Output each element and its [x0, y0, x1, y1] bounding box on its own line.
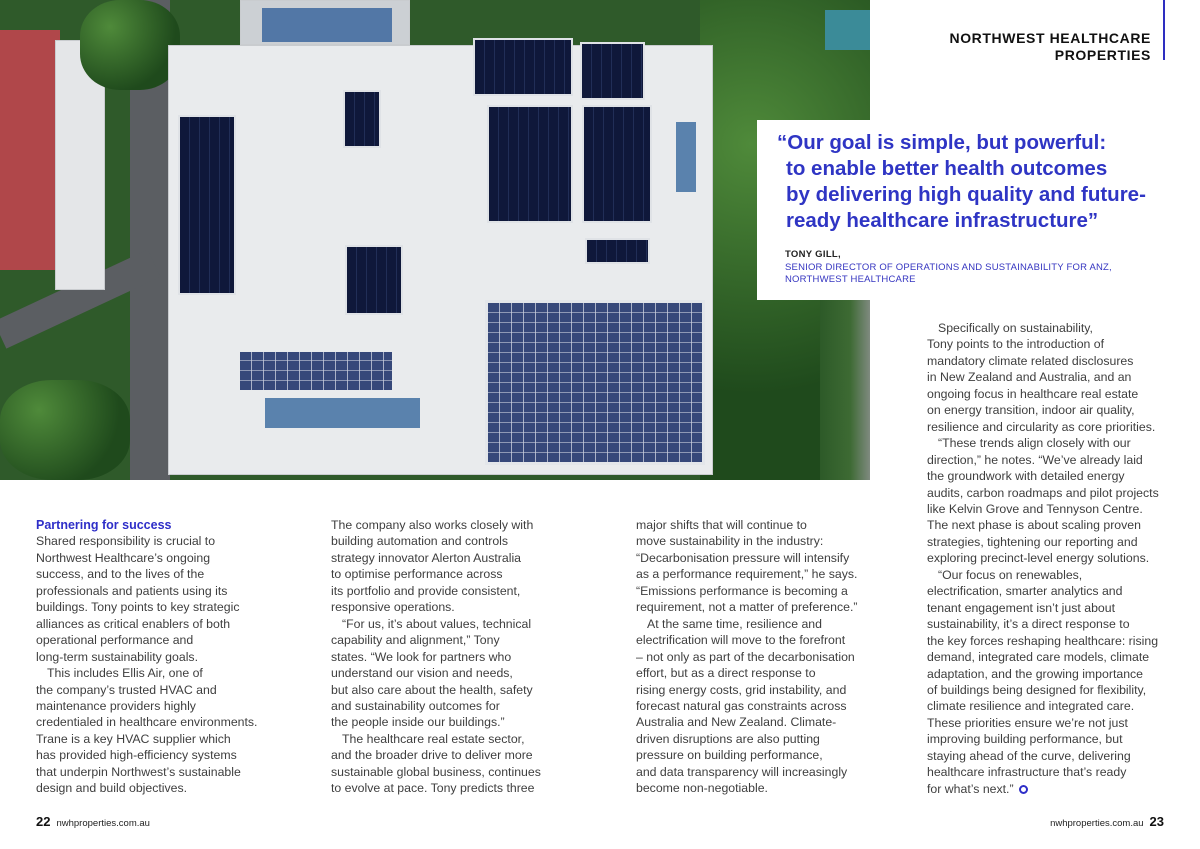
- text: to optimise performance across: [331, 567, 503, 582]
- body-text-line: [636, 714, 926, 730]
- body-text-line: [927, 682, 1200, 698]
- text: long-term sustainability goals.: [36, 649, 198, 664]
- body-text-line: [927, 353, 1200, 369]
- body-text-line: [636, 616, 926, 632]
- text: has provided high-efficiency systems: [36, 748, 237, 763]
- body-text-line: [636, 566, 926, 582]
- text: understand our vision and needs,: [331, 666, 513, 681]
- text: responsive operations.: [331, 600, 455, 615]
- body-text-line: [36, 714, 326, 730]
- body-text-line: [36, 698, 326, 714]
- footer-url[interactable]: nwhproperties.com.au: [56, 818, 150, 829]
- text: electrification will move to the forefront: [636, 633, 846, 648]
- body-text-line: [636, 747, 926, 763]
- text: Northwest Healthcare’s ongoing: [36, 550, 211, 565]
- footer-left: [36, 814, 150, 829]
- pull-quote-line: “Our goal is simple, but powerful:: [777, 131, 1107, 154]
- text: become non-negotiable.: [636, 781, 768, 796]
- page-number: 23: [1149, 814, 1164, 829]
- text: and sustainability outcomes for: [331, 698, 500, 713]
- body-text-line: [331, 583, 621, 599]
- body-text-line: [927, 567, 1200, 583]
- body-text-line: [636, 731, 926, 747]
- body-text-line: [331, 649, 621, 665]
- body-text-line: [927, 468, 1200, 484]
- body-text-line: [927, 649, 1200, 665]
- text: These priorities ensure we’re not just: [927, 715, 1128, 730]
- text: staying ahead of the curve, delivering: [927, 748, 1131, 763]
- pull-quote-line: by delivering high quality and future-: [786, 183, 1146, 206]
- text: of buildings being designed for flexibility,: [927, 682, 1147, 697]
- text: Shared responsibility is crucial to: [36, 534, 216, 549]
- body-text-line: [331, 682, 621, 698]
- pull-quote-line: ready healthcare infrastructure”: [786, 209, 1099, 232]
- text: – not only as part of the decarbonisation: [636, 649, 855, 664]
- text: professionals and patients using its: [36, 583, 228, 598]
- body-text-line: [927, 419, 1200, 435]
- text: capability and alignment,” Tony: [331, 633, 500, 648]
- body-text-line: [927, 781, 1200, 797]
- body-text-line: [36, 747, 326, 763]
- body-text-line: [927, 386, 1200, 402]
- text: to evolve at pace. Tony predicts three: [331, 781, 535, 796]
- body-text-line: [331, 566, 621, 582]
- body-text-line: [331, 698, 621, 714]
- article-column-3: [636, 517, 926, 797]
- body-text-line: [331, 599, 621, 615]
- body-text-line: [331, 780, 621, 796]
- text: sustainable global business, continues: [331, 764, 541, 779]
- publication-title-line2: PROPERTIES: [1054, 47, 1151, 63]
- text: strategy innovator Alerton Australia: [331, 550, 522, 565]
- body-text-line: [36, 780, 326, 796]
- publication-title: [949, 30, 1151, 64]
- article-column-2: [331, 517, 621, 797]
- body-text-line: [927, 616, 1200, 632]
- body-text-line: [636, 682, 926, 698]
- body-text-line: [927, 402, 1200, 418]
- body-text-line: [927, 485, 1200, 501]
- text: its portfolio and provide consistent,: [331, 583, 521, 598]
- body-text-line: [331, 632, 621, 648]
- article-column-4: [927, 320, 1200, 797]
- body-text-line: [331, 533, 621, 549]
- section-heading: Partnering for success: [36, 518, 172, 532]
- text: operational performance and: [36, 633, 194, 648]
- text: Specifically on sustainability,: [938, 321, 1093, 335]
- text: that underpin Northwest’s sustainable: [36, 764, 241, 779]
- text: The next phase is about scaling proven: [927, 518, 1141, 533]
- text: move sustainability in the industry:: [636, 534, 824, 549]
- text: audits, carbon roadmaps and pilot projects: [927, 485, 1159, 500]
- body-text-line: [927, 731, 1200, 747]
- body-text-line: [36, 649, 326, 665]
- text: forecast natural gas constraints across: [636, 698, 847, 713]
- text: improving building performance, but: [927, 732, 1123, 747]
- text: adaptation, and the growing importance: [927, 666, 1144, 681]
- body-text-line: [927, 435, 1200, 451]
- text: in New Zealand and Australia, and an: [927, 370, 1132, 385]
- text: and the broader drive to deliver more: [331, 748, 533, 763]
- text: building automation and controls: [331, 534, 509, 549]
- body-text-line: [36, 665, 326, 681]
- text: buildings. Tony points to key strategic: [36, 600, 240, 615]
- text: rising energy costs, grid instability, and: [636, 682, 847, 697]
- role-line: NORTHWEST HEALTHCARE: [785, 274, 916, 285]
- pull-quote-line: to enable better health outcomes: [786, 157, 1108, 180]
- body-text-line: [331, 731, 621, 747]
- body-text-line: [927, 666, 1200, 682]
- photo-edge-foliage: [820, 300, 870, 480]
- text: Australia and New Zealand. Climate-: [636, 715, 837, 730]
- text: like Kelvin Grove and Tennyson Centre.: [927, 501, 1143, 516]
- footer-right: [1050, 814, 1164, 829]
- text: design and build objectives.: [36, 781, 188, 796]
- text: on energy transition, indoor air quality,: [927, 403, 1135, 418]
- text: pressure on building performance,: [636, 748, 823, 763]
- article-end-icon: [1019, 785, 1028, 794]
- text: healthcare infrastructure that’s ready: [927, 765, 1127, 780]
- text: electrification, smarter analytics and: [927, 584, 1123, 599]
- quote-attribution-role: [785, 262, 1112, 286]
- body-text-line: [331, 616, 621, 632]
- pull-quote: [777, 130, 1197, 234]
- text: the key forces reshaping healthcare: rising: [927, 633, 1159, 648]
- body-text-line: [36, 616, 326, 632]
- text: “Decarbonisation pressure will intensify: [636, 550, 850, 565]
- body-text-line: [927, 600, 1200, 616]
- body-text-line: [636, 583, 926, 599]
- body-text-line: [331, 665, 621, 681]
- text: “Our focus on renewables,: [938, 567, 1083, 582]
- text: states. “We look for partners who: [331, 649, 512, 664]
- body-text-line: [927, 517, 1200, 533]
- body-text-line: [636, 665, 926, 681]
- article-column-1: [36, 517, 326, 797]
- body-text-line: [927, 715, 1200, 731]
- body-text-line: [636, 599, 926, 615]
- body-text-line: [36, 533, 326, 549]
- text: maintenance providers highly: [36, 698, 196, 713]
- text: effort, but as a direct response to: [636, 666, 816, 681]
- text: climate resilience and integrated care.: [927, 699, 1135, 714]
- text: alliances as critical enablers of both: [36, 616, 231, 631]
- text: Trane is a key HVAC supplier which: [36, 731, 231, 746]
- text: major shifts that will continue to: [636, 518, 807, 532]
- body-text-line: [636, 632, 926, 648]
- role-line: SENIOR DIRECTOR OF OPERATIONS AND SUSTAINABILITY FOR ANZ,: [785, 262, 1112, 273]
- body-text-line: [331, 714, 621, 730]
- aerial-photo-solar-rooftop: [0, 0, 870, 480]
- text: for what’s next.”: [927, 781, 1014, 796]
- body-text-line: [636, 517, 926, 533]
- text: credentialed in healthcare environments.: [36, 715, 258, 730]
- text: sustainability, it’s a direct response to: [927, 617, 1130, 632]
- body-text-line: [331, 764, 621, 780]
- body-text-line: [927, 534, 1200, 550]
- text: This includes Ellis Air, one of: [47, 666, 203, 681]
- text: and data transparency will increasingly: [636, 764, 848, 779]
- quote-attribution-name: TONY GILL,: [785, 249, 841, 260]
- body-text-line: [36, 764, 326, 780]
- body-text-line: [331, 517, 621, 533]
- text: mandatory climate related disclosures: [927, 353, 1134, 368]
- body-text-line: [636, 649, 926, 665]
- text: At the same time, resilience and: [647, 616, 822, 631]
- body-text-line: [927, 748, 1200, 764]
- text: driven disruptions are also putting: [636, 731, 820, 746]
- text: the people inside our buildings.”: [331, 715, 505, 730]
- text: the groundwork with detailed energy: [927, 469, 1125, 484]
- body-text-line: [927, 320, 1200, 336]
- body-text-line: [636, 550, 926, 566]
- body-text-line: [36, 731, 326, 747]
- text: “For us, it’s about values, technical: [342, 616, 532, 631]
- body-text-line: [36, 550, 326, 566]
- text: demand, integrated care models, climate: [927, 650, 1150, 665]
- body-text-line: [331, 550, 621, 566]
- body-text-line: [636, 780, 926, 796]
- text: “These trends align closely with our: [938, 436, 1131, 451]
- text: strategies, tightening our reporting and: [927, 534, 1138, 549]
- publication-title-line1: NORTHWEST HEALTHCARE: [949, 30, 1151, 46]
- body-text-line: [636, 698, 926, 714]
- text: requirement, not a matter of preference.”: [636, 600, 858, 615]
- text: “Emissions performance is becoming a: [636, 583, 848, 598]
- text: the company’s trusted HVAC and: [36, 682, 217, 697]
- header-accent-rule: [1163, 0, 1165, 60]
- body-text-line: [927, 698, 1200, 714]
- page-number: 22: [36, 814, 51, 829]
- text: but also care about the health, safety: [331, 682, 533, 697]
- text: direction,” he notes. “We’ve already laid: [927, 452, 1143, 467]
- text: The healthcare real estate sector,: [342, 731, 525, 746]
- body-text-line: [331, 747, 621, 763]
- body-text-line: [927, 550, 1200, 566]
- text: success, and to the lives of the: [36, 567, 205, 582]
- body-text-line: [36, 599, 326, 615]
- body-text-line: [927, 583, 1200, 599]
- body-text-line: [927, 633, 1200, 649]
- body-text-line: [927, 369, 1200, 385]
- text: ongoing focus in healthcare real estate: [927, 386, 1139, 401]
- body-text-line: [927, 336, 1200, 352]
- body-text-line: [927, 501, 1200, 517]
- text: The company also works closely with: [331, 518, 534, 532]
- body-text-line: [36, 583, 326, 599]
- body-text-line: [36, 566, 326, 582]
- text: resilience and circularity as core priorities.: [927, 419, 1156, 434]
- footer-url[interactable]: nwhproperties.com.au: [1050, 818, 1144, 829]
- body-text-line: [636, 533, 926, 549]
- text: tenant engagement isn’t just about: [927, 600, 1116, 615]
- body-text-line: [927, 452, 1200, 468]
- text: exploring precinct-level energy solutions.: [927, 551, 1150, 566]
- body-text-line: [36, 632, 326, 648]
- body-text-line: [636, 764, 926, 780]
- body-text-line: [36, 682, 326, 698]
- text: Tony points to the introduction of: [927, 337, 1105, 352]
- body-text-line: [927, 764, 1200, 780]
- text: as a performance requirement,” he says.: [636, 567, 858, 582]
